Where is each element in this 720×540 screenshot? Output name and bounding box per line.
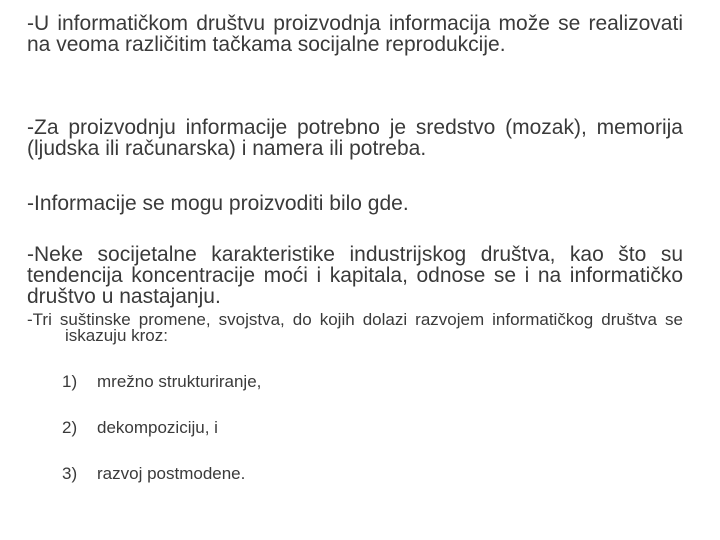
list-item-number: 3) [62,464,78,483]
paragraph-societal-characteristics: -Neke socijetalne karakteristike industrijskog društva, kao što su tendencija koncentracije moći i kapitala, odnose se i na informatičko društvo u nastajanju. [27,243,683,308]
paragraph-information-production: -U informatičkom društvu proizvodnja informacija može se realizovati na veoma različitim tačkama socijalne reprodukcije. [27,12,683,56]
list-intro: -Tri suštinske promene, svojstva, do kojih dolazi razvojem informatičkog društva se iskazuju kroz: [27,310,683,345]
list-item-text: dekompoziciju, i [97,418,218,437]
list-item-text: razvoj postmodene. [97,464,246,483]
list-item [62,464,261,484]
list-item-text: mrežno strukturiranje, [97,372,262,391]
changes-list [62,372,261,510]
list-item-number: 2) [62,418,78,437]
paragraph-production-requirements: -Za proizvodnju informacije potrebno je sredstvo (mozak), memorija (ljudska ili računarska) i namera ili potreba. [27,116,683,160]
list-item-number: 1) [62,372,78,391]
paragraph-produce-anywhere: -Informacije se mogu proizvoditi bilo gde. [27,192,409,215]
list-item [62,372,261,392]
list-item [62,418,261,438]
